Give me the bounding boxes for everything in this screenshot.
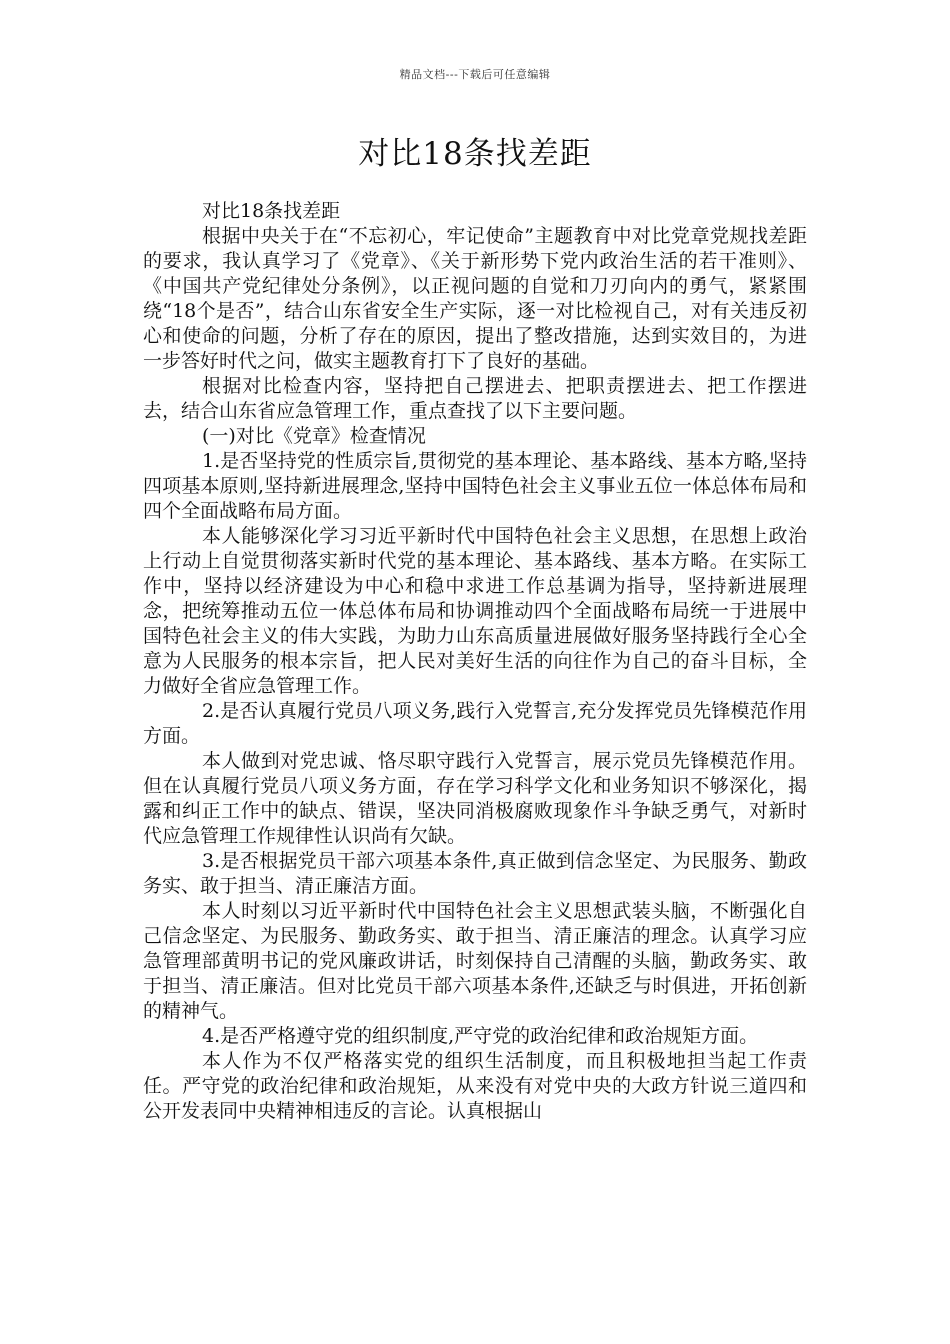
document-title: 对比18条找差距 — [358, 136, 592, 172]
item-body-3: 本人时刻以习近平新时代中国特色社会主义思想武装头脑，不断强化自己信念坚定、为民服务、勤政务实、敢于担当、清正廉洁的理念。认真学习应急管理部黄明书记的党风廉政讲话，时刻保持自己清醒的头脑，勤政务实、敢于担当、清正廉洁。但对比党员干部六项基本条件,还缺乏与时俱进，开拓创新的精神气。 — [143, 900, 807, 1022]
document-body — [143, 199, 807, 1124]
item-heading-4: 4.是否严格遵守党的组织制度,严守党的政治纪律和政治规矩方面。 — [202, 1025, 759, 1047]
item-heading-2: 2.是否认真履行党员八项义务,践行入党誓言,充分发挥党员先锋模范作用方面。 — [143, 700, 807, 747]
item-body-2: 本人做到对党忠诚、恪尽职守践行入党誓言，展示党员先锋模范作用。但在认真履行党员八项义务方面，存在学习科学文化和业务知识不够深化，揭露和纠正工作中的缺点、错误，坚决同消极腐败现象作斗争缺乏勇气，对新时代应急管理工作规律性认识尚有欠缺。 — [143, 750, 807, 847]
item-body-4: 本人作为不仅严格落实党的组织生活制度，而且积极地担当起工作责任。严守党的政治纪律和政治规矩，从来没有对党中央的大政方针说三道四和公开发表同中央精神相违反的言论。认真根据山 — [143, 1050, 807, 1122]
header-note: 精品文档---下载后可任意编辑 — [399, 68, 551, 81]
section-heading: (一)对比《党章》检查情况 — [202, 425, 426, 447]
paragraph-scope: 根据对比检查内容，坚持把自己摆进去、把职责摆进去、把工作摆进去，结合山东省应急管理工作，重点查找了以下主要问题。 — [143, 375, 807, 422]
item-heading-3: 3.是否根据党员干部六项基本条件,真正做到信念坚定、为民服务、勤政务实、敢于担当、清正廉洁方面。 — [143, 850, 807, 897]
item-body-1: 本人能够深化学习习近平新时代中国特色社会主义思想，在思想上政治上行动上自觉贯彻落实新时代党的基本理论、基本路线、基本方略。在实际工作中，坚持以经济建设为中心和稳中求进工作总基调为指导，坚持新进展理念，把统筹推动五位一体总体布局和协调推动四个全面战略布局统一于进展中国特色社会主义的伟大实践，为助力山东高质量进展做好服务坚持践行全心全意为人民服务的根本宗旨，把人民对美好生活的向往作为自己的奋斗目标，全力做好全省应急管理工作。 — [143, 525, 807, 697]
paragraph-subtitle: 对比18条找差距 — [202, 200, 341, 222]
item-heading-1: 1.是否坚持党的性质宗旨,贯彻党的基本理论、基本路线、基本方略,坚持四项基本原则,坚持新进展理念,坚持中国特色社会主义事业五位一体总体布局和四个全面战略布局方面。 — [143, 450, 807, 522]
paragraph-intro: 根据中央关于在“不忘初心，牢记使命”主题教育中对比党章党规找差距的要求，我认真学习了《党章》、《关于新形势下党内政治生活的若干准则》、《中国共产党纪律处分条例》，以正视问题的自觉和刀刃向内的勇气，紧紧围绕“18个是否”，结合山东省安全生产实际，逐一对比检视自己，对有关违反初心和使命的问题，分析了存在的原因，提出了整改措施，达到实效目的，为进一步答好时代之问，做实主题教育打下了良好的基础。 — [143, 225, 807, 372]
